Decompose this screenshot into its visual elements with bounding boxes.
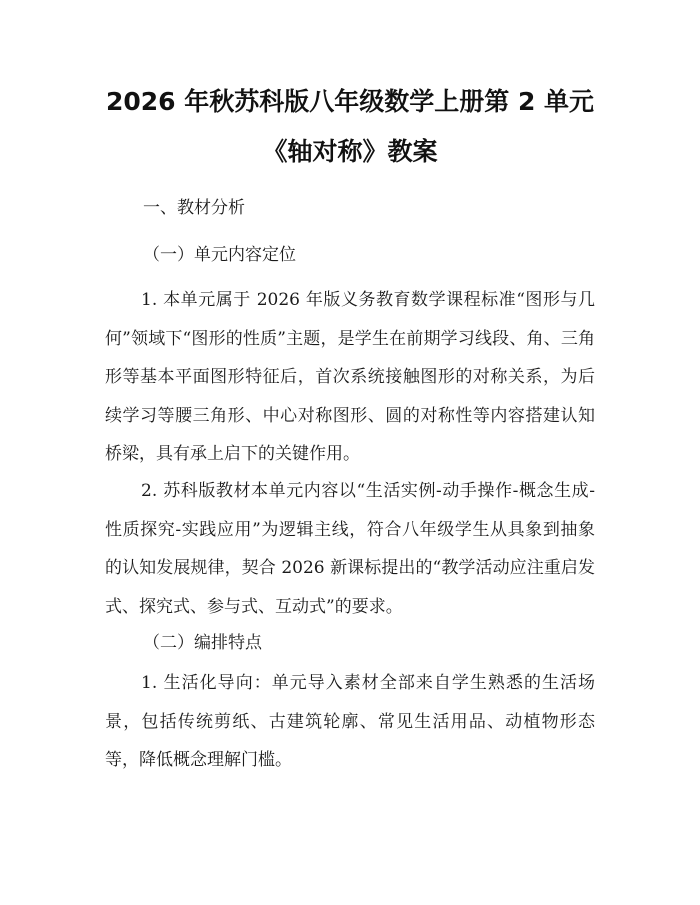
paragraph-life-orientation: 1. 生活化导向：单元导入素材全部来自学生熟悉的生活场景，包括传统剪纸、古建筑轮廓、常见生活用品、动植物形态等，降低概念理解门槛。: [105, 673, 595, 770]
subsection-heading-features: （二）编排特点: [143, 633, 262, 653]
paragraph-textbook-logic: 2. 苏科版教材本单元内容以“生活实例-动手操作-概念生成-性质探究-实践应用”为逻辑主线，符合八年级学生从具象到抽象的认知发展规律，契合 2026 新课标提出的“教学活动应注重启发式、探究式、参与式、互动式”的要求。: [105, 481, 595, 617]
document-title-line-1: 2026 年秋苏科版八年级数学上册第 2 单元: [105, 87, 595, 116]
subsection-heading-positioning: （一）单元内容定位: [143, 245, 296, 265]
paragraph-unit-positioning: 1. 本单元属于 2026 年版义务教育数学课程标准“图形与几何”领域下“图形的性质”主题，是学生在前期学习线段、角、三角形等基本平面图形特征后，首次系统接触图形的对称关系，为后续学习等腰三角形、中心对称图形、圆的对称性等内容搭建认知桥梁，具有承上启下的关键作用。: [105, 290, 595, 464]
section-heading-analysis: 一、教材分析: [143, 198, 245, 218]
document-title-line-2: 《轴对称》教案: [262, 137, 438, 166]
